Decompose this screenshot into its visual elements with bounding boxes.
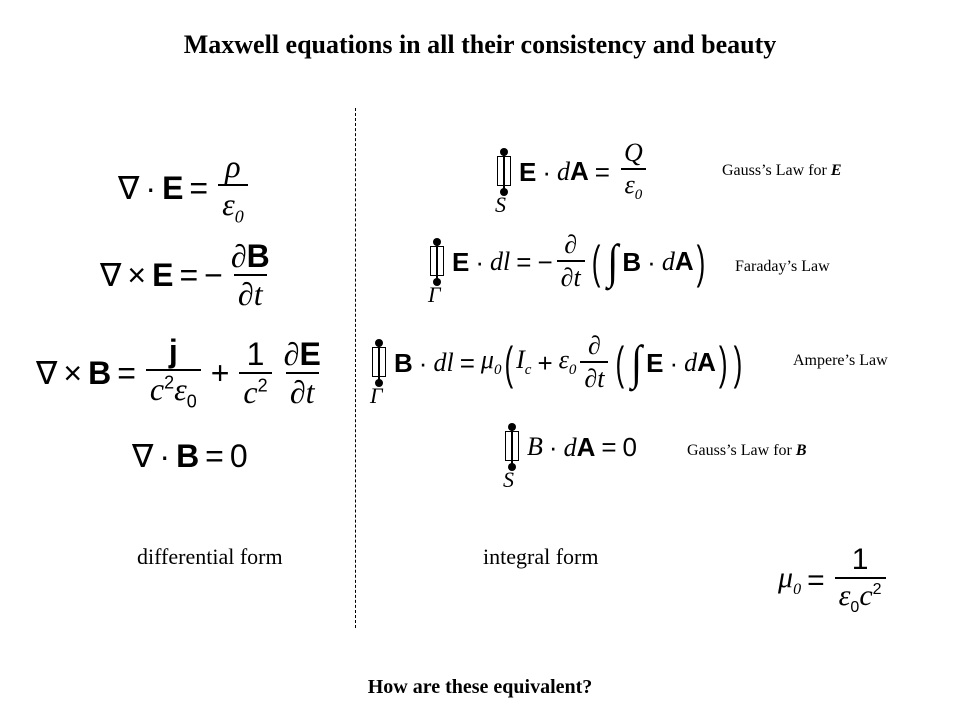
- zero-value: 0: [622, 432, 637, 462]
- mu0-relation: [778, 545, 890, 616]
- eps0-symbol: $\varepsilon_0$: [621, 168, 647, 203]
- faraday-label: Faraday’s Law: [735, 258, 830, 275]
- dot-operator: ·: [418, 347, 428, 378]
- gauss-b-label: Gauss’s Law for B: [687, 442, 807, 459]
- left-paren-inner: (: [615, 335, 625, 390]
- left-paren: (: [591, 234, 601, 289]
- dB-over-dt: [227, 240, 274, 310]
- ampere-integral: [370, 331, 745, 408]
- faraday-integral: [428, 230, 708, 307]
- current-Ic: $I_c$: [516, 344, 532, 379]
- e-field: E: [452, 246, 470, 277]
- faraday-differential: [100, 240, 278, 310]
- eps0c2-denominator: $\varepsilon_0c^2$: [835, 577, 886, 616]
- dt-denominator: ∂t: [234, 274, 267, 310]
- e-field: E: [152, 257, 174, 293]
- e-field: E: [646, 347, 664, 378]
- partial-over-dt: $\frac{\partial}{\partial t}$: [557, 232, 585, 291]
- one-over-eps0c2: [835, 545, 886, 616]
- eps0-symbol: $\varepsilon_0$: [558, 344, 577, 379]
- j-current: j: [168, 333, 178, 369]
- plus-sign: +: [210, 354, 230, 391]
- j-over-c2eps0: [146, 335, 201, 410]
- gauss-e-integral: [495, 138, 651, 217]
- integral-sign-icon: ∫: [631, 334, 643, 389]
- eps0-symbol: $\varepsilon_0$: [218, 184, 248, 225]
- plus-sign: +: [537, 347, 553, 378]
- dashed-divider: [355, 108, 356, 628]
- one-over-c2: [239, 335, 271, 410]
- e-field: E: [519, 156, 537, 187]
- dot-operator: ·: [669, 347, 679, 378]
- dot-operator: ·: [542, 156, 552, 187]
- partial-over-dt: $\frac{\partial}{\partial t}$: [580, 333, 608, 392]
- dot-operator: ·: [145, 169, 157, 206]
- closing-question: How are these equivalent?: [367, 676, 593, 698]
- dot-operator: ·: [475, 246, 485, 277]
- b-field: B: [176, 438, 200, 474]
- c2eps0-denominator: $c^2\varepsilon_0$: [146, 369, 201, 410]
- surface-integral-icon: S: [495, 150, 515, 194]
- left-paren: (: [504, 335, 514, 390]
- dA-element: dA: [563, 431, 596, 462]
- one-numerator: 1: [246, 335, 265, 372]
- equals-sign: =: [205, 438, 224, 474]
- rho-over-eps0: [218, 150, 248, 225]
- gauss-e-label: Gauss’s Law for E: [722, 162, 842, 179]
- right-paren: ): [696, 234, 706, 289]
- equals-sign: =: [459, 347, 475, 378]
- minus-sign: −: [204, 257, 223, 293]
- e-field: E: [162, 169, 184, 206]
- b-field: B: [622, 246, 642, 277]
- dA-element: dA: [661, 246, 694, 276]
- mu0-symbol: $\mu_0$: [778, 561, 802, 598]
- dot-operator: ·: [159, 438, 171, 474]
- cross-operator: ×: [63, 354, 83, 391]
- dE-over-dt: [280, 335, 325, 410]
- charge-Q: Q: [623, 138, 643, 167]
- rho-symbol: ρ: [225, 148, 241, 184]
- differential-form-label: differential form: [137, 544, 283, 569]
- right-paren: ): [733, 335, 743, 390]
- mu0-symbol: $\mu_0$: [480, 344, 502, 379]
- nabla-symbol: ∇: [100, 257, 122, 293]
- cross-operator: ×: [127, 257, 147, 293]
- c2-denominator: $c^2$: [239, 372, 271, 408]
- minus-sign: −: [537, 246, 553, 277]
- equals-sign: =: [117, 354, 136, 391]
- integral-form-label: integral form: [483, 544, 599, 569]
- equals-sign: =: [516, 246, 532, 277]
- zero-value: 0: [229, 438, 248, 474]
- equals-sign: =: [594, 156, 610, 187]
- dl-element: dl: [490, 246, 511, 276]
- one-numerator: 1: [851, 543, 869, 576]
- dot-operator: ·: [647, 246, 656, 277]
- gauss-e-differential: [118, 150, 252, 225]
- dot-operator: ·: [548, 432, 558, 462]
- line-integral-icon: Γ: [428, 240, 448, 284]
- b-field: B: [88, 354, 112, 391]
- b-field: B: [394, 347, 413, 378]
- dB-numerator: ∂B: [230, 238, 270, 274]
- dA-element: dA: [684, 347, 716, 377]
- equals-sign: =: [179, 257, 199, 293]
- right-paren-inner: ): [718, 335, 728, 390]
- nabla-symbol: ∇: [36, 354, 58, 391]
- line-integral-icon: Γ: [370, 341, 390, 385]
- b-field: B: [527, 432, 543, 461]
- dt-denominator: ∂t: [286, 372, 319, 408]
- Q-over-eps0: [620, 140, 647, 203]
- nabla-symbol: ∇: [132, 438, 154, 474]
- equals-sign: =: [601, 432, 617, 462]
- dA-element: dA: [557, 156, 589, 187]
- equals-sign: =: [807, 563, 825, 597]
- dl-element: dl: [433, 347, 454, 377]
- dE-numerator: ∂E: [283, 335, 321, 372]
- ampere-differential: [36, 335, 329, 410]
- nabla-symbol: ∇: [118, 169, 140, 206]
- gauss-b-integral: [503, 425, 637, 492]
- gauss-b-differential: [132, 440, 248, 472]
- slide-title: Maxwell equations in all their consistency and beauty: [183, 30, 777, 59]
- ampere-label: Ampere’s Law: [793, 352, 888, 369]
- equals-sign: =: [189, 169, 209, 206]
- integral-sign-icon: ∫: [607, 233, 619, 288]
- surface-integral-icon: S: [503, 425, 523, 469]
